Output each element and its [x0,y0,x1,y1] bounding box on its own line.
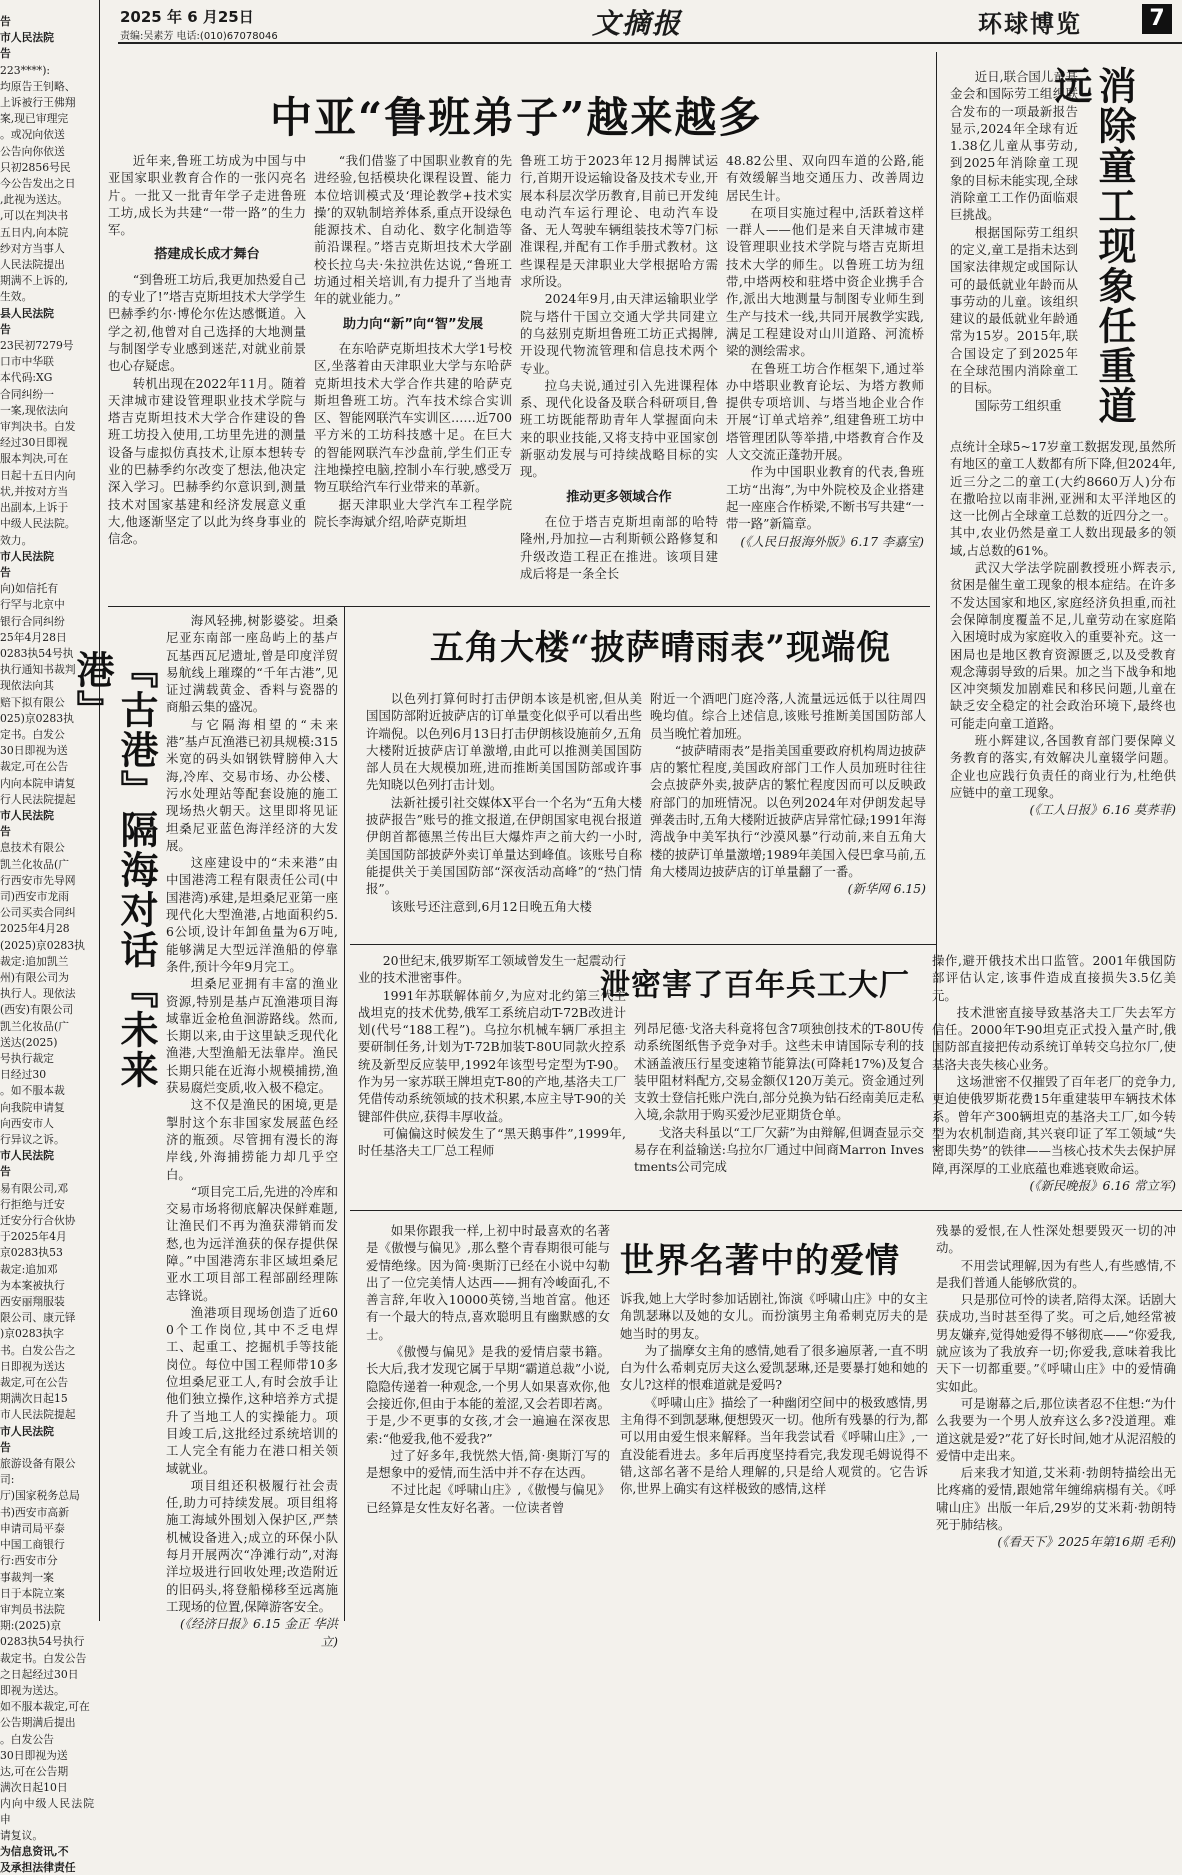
notice-line: 之日起经过30日 [0,1667,79,1681]
notice-line: 向我院申请复 [0,1100,65,1114]
notice-line: 口市中华联 [0,355,54,369]
court-notices-strip [0,14,94,1875]
paragraph: 法新社援引社交媒体X平台一个名为“五角大楼披萨报告”账号的推文报道,在伊朗国家电视台报道伊朗首都德黑兰传出巨大爆炸声之前大约一小时,美国国防部披萨外卖订单量达到峰值。该账号自称能提供关于美国国防部“深夜活动高峰”的“热门情报”。 [366,794,642,897]
notice-line: 中级人民法院。 [0,517,76,531]
notice-line: 行西安市先导网 [0,873,76,887]
notice-line: 行罕与北京中 [0,598,65,612]
notice-line: 本代码:XG [0,371,53,385]
notice-line: 限公司、康元铎 [0,1311,76,1325]
notice-line: 今公告发出之日 [0,177,76,191]
notice-line: 市人民法院 [0,1149,54,1163]
notice-line: 市人民法院 [0,31,54,45]
paragraph: 在项目实施过程中,活跃着这样一群人——他们是来自天津城市建设管理职业技术学院与塔吉克斯坦技术大学的师生。以鲁班工坊为纽带,中塔两校和驻塔中资企业携手合作,派出大地测量与制图专业师生到生产与技术一线,共同开展教学实践,满足工程建设对山川道路、河流桥梁的测绘需求。 [726,204,924,359]
article3-right-rule [344,606,345,1621]
article3-column-1 [166,612,338,1649]
notice-line: 及承担法律责任 [0,1861,76,1875]
paragraph: 操作,避开俄技术出口监管。2001年俄国防部评估认定,该事件造成直接损失3.5亿美元。 [932,953,1176,1003]
notice-line: 生效。 [0,290,33,304]
notice-line: 审判决书。白发 [0,420,76,434]
left-strip-divider [99,0,100,1621]
paragraph: 班小辉建议,各国教育部门要保障义务教育的落实,有效解决儿童辍学问题。企业也应践行负责任的商业行为,杜绝供应链中的童工现象。 [950,733,1176,800]
notice-line: 厅)国家税务总局 [0,1489,80,1503]
notice-line: 025)京0283执 [0,711,74,725]
paragraph: 1991年苏联解体前夕,为应对北约第三代主战坦克的技术优势,俄军工系统启动T-72B改进计划(代号“188工程”)。乌拉尔机械车辆厂承担主要研制任务,计划为T-72B加装T-80U同款火控系统及新型反应装甲,1992年该型号定型为T-90。作为另一家苏联王牌坦克T-80的产地,基洛夫工厂凭借传动系统领域的技术积累,本应主导T-90的关键部件供应,获得丰厚收益。 [358,987,626,1124]
paragraph: 可偏偏这时候发生了“黑天鹅事件”,1999年,时任基洛夫工厂总工程师 [358,1125,626,1159]
notice-line: 25年4月28日 [0,630,67,644]
notice-line: 赔下拟有限公 [0,695,65,709]
editor-info: 责编:吴素芳 电话:(010)67078046 [120,31,278,42]
paragraph: 这不仅是渔民的困境,更是掣肘这个东非国家发展蓝色经济的瓶颈。尽管拥有漫长的海岸线,外海捕捞能力却几乎空白。 [166,1097,338,1182]
notice-line: 于2025年4月 [0,1230,67,1244]
source-credit: (《新民晚报》6.16 常立军) [1029,1177,1176,1193]
article6-headline: 世界名著中的爱情 [620,1241,900,1281]
paragraph: 为了揣摩女主角的感情,她看了很多遍原著,一直不明白为什么希刺克厉夫这么爱凯瑟琳,还是要暴打她和她的女儿?这样的恨难道就是爱吗? [620,1342,928,1393]
paragraph: 根据国际劳工组织的定义,童工是指未达到国家法律规定或国际认可的最低就业年龄而从事劳动的儿童。该组织建议的最低就业年龄通常为15岁。2015年,联合国设定了到2025年在全球范围内消除童工的目标。 [950,224,1078,396]
notice-line: 州)有限公司为 [0,970,69,984]
article1-column-3 [520,152,718,602]
paragraph: 项目组还积极履行社会责任,助力可持续发展。项目组将施工海域外围划入保护区,严禁机械设备进入;成立的环保小队每月开展两次“净滩行动”,对海洋垃圾进行回收处理;改造附近的旧码头,将登船梯移至远离施工现场的位置,保障游客安全。 [166,1477,338,1614]
notice-line: 易有限公司,邓 [0,1181,69,1195]
source-credit: (《人民日报海外版》6.17 李嘉宝) [740,533,924,549]
paragraph: 2024年9月,由天津运输职业学院与塔什干国立交通大学共同建立的乌兹别克斯坦鲁班工坊正式揭牌,开设现代物流管理和信息技术两个专业。 [520,291,718,376]
notice-line: 告 [0,15,11,28]
paragraph: 20世纪末,俄罗斯军工领域曾发生一起震动行业的技术泄密事件。 [358,953,626,986]
paragraph: 残暴的爱恨,在人性深处想要毁灭一切的冲动。 [936,1223,1176,1256]
notice-line: 告 [0,47,11,61]
paragraph: “项目完工后,先进的冷库和交易市场将彻底解决保鲜难题,让渔民们不再为渔获滞销而发愁,也为远洋渔获的保存提供保障。”中国港湾东非区域坦桑尼亚水工项目部工程部副经理陈志锋说。 [166,1183,338,1303]
notice-line: 纱对方当事人 [0,241,65,255]
notice-line: ,此视为送达。 [0,193,69,207]
notice-line: 告 [0,565,11,579]
notice-line: 服本判决,可在 [0,452,69,466]
paragraph: 《傲慢与偏见》是我的爱情启蒙书籍。长大后,我才发现它属于早期“霸道总裁”小说,隐隐传递着一种观念,一个男人如果喜欢你,他会接近你,但由于本能的羞涩,又会若即若离。于是,少不更事的女孩,才会一遍遍在深夜思索:“他爱我,他不爱我?” [366,1344,610,1446]
paragraph: 近日,联合国儿童基金会和国际劳工组织联合发布的一项最新报告显示,2024年全球有近1.38亿儿童从事劳动,到2025年消除童工现象的目标未能实现,全球消除童工工作仍面临艰巨挑战。 [950,69,1078,223]
notice-line: 告 [0,1165,11,1179]
notice-line: 日经过30 [0,1068,47,1082]
article1-column-2 [314,152,512,602]
notice-line: 裁定:追加凯兰 [0,954,69,968]
paragraph: 拉乌夫说,通过引入先进课程体系、现代化设备及联合科研项目,鲁班工坊既能帮助青年人掌握面向未来的职业技能,又将支持中亚国家创新驱动发展与可持续战略目标的实现。 [520,377,718,480]
section-title: 环球博览 [978,10,1082,38]
masthead-rule [118,42,1182,44]
subheading: 搭建成长成才舞台 [154,247,260,263]
paragraph: 在鲁班工坊合作框架下,通过举办中塔职业教育论坛、为塔方教师提供专项培训、与塔当地企业合作开展“订单式培养”,组建鲁班工坊中塔管理团队等举措,中塔教育合作及人文交流正蓬勃开展。 [726,360,924,463]
notice-line: 告 [0,322,11,336]
notice-line: 为信息资讯,不 [0,1844,69,1858]
paper-name-logo: 文摘报 [592,7,683,40]
notice-line: 出副本,上诉于 [0,501,69,515]
notice-line: 裁定,可在公告 [0,760,69,774]
paragraph: 该账号还注意到,6月12日晚五角大楼 [390,898,592,914]
notice-line: 23民初7279号 [0,339,74,353]
notice-line: 行拒绝与迁安 [0,1197,65,1211]
notice-line: 满次日起10日 [0,1781,68,1795]
notice-line: 公告期满后提出 [0,1716,76,1730]
notice-line: 事裁判一案 [0,1570,54,1584]
subheading: 推动更多领域合作 [566,489,672,505]
paragraph: 点统计全球5~17岁童工数据发现,虽然所有地区的童工人数都有所下降,但2024年,近三分之二的童工(大约8660万人)分布在撒哈拉以南非洲,亚洲和太平洋地区的这一比例占全球童工总数的近四分之一。其中,农业仍然是童工人数出现最多的领域,占总数的61%。 [950,439,1176,558]
notice-line: 迁安分行合伙协 [0,1214,76,1228]
article4-column-2 [650,690,926,942]
paragraph: “我们借鉴了中国职业教育的先进经验,包括模块化课程设置、能力本位培训模式及‘理论教学+技术实操’的双轨制培养体系,重点开设绿色能源技术、自动化、数字化制造等前沿课程。”塔吉克斯坦技术大学副校长拉乌夫·朱拉洪佐达说,“鲁班工坊通过相关培训,有力提升了当地青年的就业能力。” [314,153,512,307]
notice-line: 裁定,可在公告 [0,1376,69,1390]
paragraph: 海风轻拂,树影婆娑。坦桑尼亚东南部一座岛屿上的基卢瓦基西瓦尼遗址,曾是印度洋贸易航线上璀璨的“千年古港”,见证过满载黄金、香料与瓷器的商船云集的盛况。 [166,613,338,715]
notice-line: 合同纠纷一 [0,387,54,401]
source-credit: (新华网 6.15) [847,881,926,897]
notice-line: 状,并按对方当 [0,484,69,498]
notice-line: 司: [0,1473,15,1487]
issue-date: 2025 年 6 月25日 [120,8,254,26]
notice-line: 五日内,向本院 [0,225,69,239]
notice-line: 日起十五日内向 [0,468,76,482]
notice-line: 日于本院立案 [0,1586,65,1600]
notice-line: 。或况向依送 [0,128,65,142]
paragraph: 作为中国职业教育的代表,鲁班工坊“出海”,为中外院校及企业搭建起一座座合作桥梁,不断书写共建“一带一路”新篇章。 [726,464,924,532]
notice-line: 定书。白发公 [0,727,65,741]
notice-line: 0283执54号执 [0,646,74,660]
notice-line: 市人民法院 [0,808,54,822]
article1-headline: 中亚“鲁班弟子”越来越多 [270,93,763,142]
notice-line: 2025年4月28 [0,922,70,936]
paragraph: 近年来,鲁班工坊成为中国与中亚国家职业教育合作的一张闪亮名片。一批又一批青年学子走进鲁班工坊,成长为共建“一带一路”的生力军。 [108,153,306,238]
notice-line: 期满不上诉的, [0,274,69,288]
notice-line: 凯兰化妆品(广 [0,857,69,871]
notice-line: 书。白发公告之 [0,1343,76,1357]
paragraph: “披萨晴雨表”是指美国重要政府机构周边披萨店的繁忙程度,美国政府部门工作人员加班时往往会点披萨外卖,披萨店的繁忙程度因而可以反映政府部门的加班情况。以色列2024年对伊朗发起导弹袭击时,五角大楼附近披萨店异常忙碌;1991年海湾战争中美军执行“沙漠风暴”行动前,来自五角大楼的披萨订单量激增;1989年美国入侵巴拿马前,五角大楼周边披萨店的订单量翻了一番。 [650,742,926,879]
notice-line: 裁定:追加邓 [0,1262,58,1276]
paragraph: 过了好多年,我恍然大悟,简·奥斯汀写的是想象中的爱情,而生活中并不存在达西。 [366,1447,610,1481]
article2-body [950,438,1176,938]
notice-line: 223****): [0,63,51,77]
notice-line: 经过30日即视 [0,436,68,450]
notice-line: 行人民法院提起 [0,792,76,806]
article1-column-1 [108,152,306,602]
notice-line: 30日即视为送 [0,744,68,758]
notice-line: 只初2856号民 [0,160,71,174]
notice-line: 日即视为送达 [0,1359,65,1373]
notice-line: 达,可在公告期 [0,1764,69,1778]
notice-line: 为本案被执行 [0,1278,65,1292]
notice-line: ,可以在判决书 [0,209,69,223]
notice-line: 执行人。现依法 [0,987,76,1001]
paragraph: 以色列打算何时打击伊朗本该是机密,但从美国国防部附近披萨店的订单量变化似乎可以看出些许端倪。以色列6月13日打击伊朗核设施前夕,五角大楼附近披萨店订单激增,由此可以推测美国国防部人员在大规模加班,进而推断美国国防部或许事先知晓以色列打击计划。 [366,691,642,793]
notice-line: 书)西安市高新 [0,1505,69,1519]
source-credit: (《看天下》2025年第16期 毛利) [997,1534,1176,1550]
paragraph: 如果你跟我一样,上初中时最喜欢的名著是《傲慢与偏见》,那么整个青春期很可能与爱情绝缘。因为简·奥斯汀已经在小说中勾勒出了一位完美情人达西——拥有冷峻面孔,不善言辞,年收入10000英镑,当地首富。他还有一个最大的特点,喜欢聪明且有幽默感的女士。 [366,1223,610,1342]
notice-line: 。如不服本裁 [0,1084,65,1098]
notice-line: 送达(2025) [0,1035,58,1049]
article5-column-3 [932,952,1176,1204]
notice-line: 告 [0,1440,11,1454]
paragraph: 附近一个酒吧门庭冷落,人流量远远低于以往周四晚均值。综合上述信息,该账号推断美国国防部人员当晚忙着加班。 [650,691,926,741]
notice-line: 裁定书。白发公告 [0,1651,87,1665]
notice-line: 效力。 [0,533,33,547]
notice-line: 如不服本裁定,可在 [0,1700,90,1714]
article1-column-4 [726,152,924,602]
notice-line: 0283执54号执行 [0,1635,85,1649]
notice-line: 30日即视为送 [0,1748,68,1762]
notice-line: 执行通知书裁判 [0,663,76,677]
paragraph: 技术泄密直接导致基洛夫工厂失去军方信任。2000年T-90坦克正式投入量产时,俄国防部直接把传动系统订单转交乌拉尔厂,使基洛夫丧失核心业务。 [932,1004,1176,1072]
paragraph: “到鲁班工坊后,我更加热爱自己的专业了!”塔吉克斯坦技术大学学生巴赫季约尔·博伦尔佐达感慨道。入学之初,他曾对自己选择的大地测量与制图学专业感到迷茫,对就业前景也心存疑虑。 [108,271,306,374]
notice-line: )京0283执字 [0,1327,65,1341]
notice-line: 市人民法院提起 [0,1408,76,1422]
notice-line: 公告向你依送 [0,144,65,158]
notice-line: 请复议。 [0,1828,44,1842]
notice-line: 审判员书法院 [0,1602,65,1616]
article2-headline: 消除童工现象任重道远 [1048,66,1137,426]
notice-line: 行:西安市分 [0,1554,58,1568]
subheading: 助力向“新”向“智”发展 [342,316,484,332]
notice-line: 即视为送达。 [0,1683,65,1697]
notice-line: 上诉被行王佛翔 [0,96,76,110]
notice-line: 告 [0,825,11,839]
paragraph: 可是谢幕之后,那位读者忍不住想:“为什么我要为一个男人放弃这么多?没道理。难道这就是爱?”花了好长时间,她才从泥沼般的爱情中走出来。 [936,1395,1176,1463]
notice-line: 县人民法院 [0,306,54,320]
paragraph: 这场泄密不仅摧毁了百年老厂的竞争力,更迫使俄罗斯花费15年重建装甲车辆技术体系。曾年产300辆坦克的基洛夫工厂,如今转型为农机制造商,其兴衰印证了军工领域“失密即失势”的铁律——当核心技术失去保护屏障,再深厚的工业底蕴也难逃衰败命运。 [932,1074,1176,1176]
article4-headline: 五角大楼“披萨晴雨表”现端倪 [430,628,892,668]
article4-bottom-rule [350,944,936,945]
notice-line: 银行合同纠纷 [0,614,65,628]
masthead [0,0,1182,44]
notice-line: 人民法院提出 [0,258,65,272]
paragraph: 《呼啸山庄》描绘了一种幽闭空间中的极致感情,男主角得不到凯瑟琳,便想毁灭一切。他所有残暴的行为,都可以用由爱生恨来解释。当年我尝试看《呼啸山庄》,一直没能看进去。多年后再度坚持看完,我发现毛姆说得不错,这部名著不是给人理解的,只是给人观赏的。它告诉你,世界上确实有这样极致的感情,这样 [620,1394,928,1497]
notice-line: 案,现已审理完 [0,112,69,126]
notice-line: 公司买卖合同纠 [0,906,76,920]
paragraph: 这座建设中的“未来港”由中国港湾工程有限责任公司(中国港湾)承建,是坦桑尼亚第一座现代化大型渔港,占地面积约5.6公顷,设计年卸鱼量为6万吨,能够满足大型远洋渔船的停靠条件,预计今年9月完工。 [166,855,338,974]
notice-line: 中国工商银行 [0,1538,65,1552]
notice-line: 申请司局平泰 [0,1521,65,1535]
notice-line: (西安)有限公司 [0,1003,74,1017]
notice-line: 号执行裁定 [0,1052,54,1065]
paragraph: 在位于塔吉克斯坦南部的哈特隆州,丹加拉—古利斯顿公路修复和升级改造工程正在推进。该项目建成后将是一条全长 [520,513,718,581]
notice-line: 均原告王钊略、 [0,79,76,93]
notice-line: 期满次日起15 [0,1392,68,1406]
paragraph: 在东哈萨克斯坦技术大学1号校区,坐落着由天津职业大学与东哈萨克斯坦技术大学合作共建的哈萨克斯坦鲁班工坊。汽车技术综合实训区、智能网联汽车实训区……近700平方米的工坊科技感十足。在巨大的智能网联汽车沙盘前,学生们正专注地操控电脑,控制小车行驶,感受万物互联给汽车行业带来的革新。 [314,340,512,495]
paragraph: 戈洛夫科虽以“工厂欠薪”为由辩解,但调查显示交易存在利益输送:乌拉尔厂通过中间商Marron Investments公司完成 [634,1124,924,1175]
notice-line: 向西安市人 [0,1116,54,1130]
article4-column-1 [366,690,642,942]
paragraph: 不用尝试理解,因为有些人,有些感情,不是我们普通人能够欣赏的。 [936,1257,1176,1290]
article5-column-1 [358,952,626,1202]
notice-line: 内向中级人民法院申 [0,1797,94,1826]
paragraph: 渔港项目现场创造了近600个工作岗位,其中不乏电焊工、起重工、挖掘机手等技能岗位。每位中国工程师带10多位坦桑尼亚工人,有时会放手让他们独立操作,这种培养方式提升了当地工人的实操能力。项目竣工后,这批经过系统培训的工人完全有能力在港口相关领域就业。 [166,1304,338,1476]
notice-line: 旅游设备有限公 [0,1457,76,1471]
paragraph: 列昂尼德·戈洛夫科竟将包含7项独创技术的T-80U传动系统图纸售予竞争对手。这些未申请国际专利的技术涵盖液压行星变速箱节能算法(可降耗17%)及复合装甲阻材料配方,交易金额仅120万美元。资金通过列支敦士登信托账户洗白,部分兑换为钻石经南美厄走私入境,余款用于购买爱沙尼亚期货仓单。 [634,1021,924,1123]
notice-line: 现依法向其 [0,679,54,693]
notice-line: 向)如信托有 [0,582,59,596]
notice-line: 期:(2025)京 [0,1619,62,1633]
notice-line: 市人民法院 [0,549,54,563]
notice-line: 西安丽翔服装 [0,1295,65,1309]
paragraph: 武汉大学法学院副教授班小辉表示,贫困是催生童工现象的根本症结。在许多不发达国家和地区,家庭经济负担重,而社会保障制度覆盖不足,儿童劳动在家庭陷入困境时成为家庭收入的重要补充。这一困局也是地区教育资源匮乏,以及受教育观念薄弱导致的后果。加之当下战争和地区冲突频发加剧难民和移民问题,儿童在缺乏安全稳定的社会政治环境下,最终也可能走向童工道路。 [950,560,1176,731]
paragraph: 据天津职业大学汽车工程学院院长李海斌介绍,哈萨克斯坦 [314,496,512,529]
article3-headline: 『古港』隔海对话『未来港』 [70,650,159,1090]
notice-line: 。白发公告 [0,1732,54,1746]
notice-line: 内向本院申请复 [0,776,76,790]
paragraph: 国际劳工组织重 [974,397,1062,413]
paragraph: 鲁班工坊于2023年12月揭牌试运行,首期开设运输设备及技术专业,开展本科层次学历教育,目前已开发纯电动汽车运行理论、电动汽车设备、无人驾驶车辆组装技术等7门标准课程,并配有工作手册式教材。这些课程是天津职业大学根据哈方需求所设。 [520,153,718,290]
notice-line: 京0283执53 [0,1246,63,1260]
page-number: 7 [1142,4,1172,34]
paragraph: 与它隔海相望的“未来港”基卢瓦渔港已初具规模:315米宽的码头如钢铁臂膀伸入大海,冷库、交易市场、办公楼、污水处理站等配套设施的施工现场热火朝天。这里即将见证坦桑尼亚蓝色海洋经济的大发展。 [166,716,338,853]
article5-bottom-rule [350,1210,1182,1211]
paragraph: 只是那位可怜的读者,陪得太深。话剧大获成功,当时甚至得了奖。可之后,她经常被男友嫌弃,觉得她爱得不够彻底——“你爱我,就应该为了我放弃一切;你爱我,意味着我比天下一切都重要。”《呼啸山庄》中的爱情确实如此。 [936,1292,1176,1394]
notice-line: (2025)京0283执 [0,938,85,952]
paragraph: 诉我,她上大学时参加话剧社,饰演《呼啸山庄》中的女主角凯瑟琳以及她的女儿。而扮演男主角希刺克厉夫的是她当时的男友。 [620,1291,928,1341]
article5-headline: 泄密害了百年兵工大厂 [600,968,910,1003]
paragraph: 转机出现在2022年11月。随着天津城市建设管理职业技术学院与塔吉克斯坦技术大学合作建设的鲁班工坊投入使用,工坊里先进的测量设备与虚拟仿真技术,让原本想转专业的巴赫季约尔改变了想法,他决定深入学习。巴赫季约尔意识到,测量技术对国家基建和经济发展意义重大,他逐渐坚定了以此为终身事业的信念。 [108,375,306,547]
paragraph: 48.82公里、双向四车道的公路,能有效缓解当地交通压力、改善周边居民生计。 [726,153,924,203]
notice-line: 行异议之诉。 [0,1133,65,1147]
article5-column-2 [634,1020,924,1200]
notice-line: 一案,现依法向 [0,403,69,417]
article1-bottom-rule [108,606,930,607]
notice-line: 息技术有限公 [0,841,65,855]
article2-intro [950,68,1078,438]
notice-line: 凯兰化妆品(广 [0,1019,69,1033]
source-credit: (《经济日报》6.15 金正 华洪立) [179,1616,338,1649]
article6-column-1 [366,1222,610,1621]
paragraph: 后来我才知道,艾米莉·勃朗特描绘出无比疼痛的爱情,跟她常年缠绵病榻有关。《呼啸山庄》出版一年后,29岁的艾米莉·勃朗特死于肺结核。 [936,1465,1176,1533]
article6-column-2 [620,1290,928,1621]
article6-column-3 [936,1222,1176,1621]
paragraph: 坦桑尼亚拥有丰富的渔业资源,特别是基卢瓦渔港项目海域靠近金枪鱼洄游路线。然而,长期以来,由于这里缺乏现代化渔港,大型渔船无法靠岸。渔民长期只能在近海小规模捕捞,渔获易腐烂变质,收入极不稳定。 [166,976,338,1096]
paragraph: 不过比起《呼啸山庄》,《傲慢与偏见》已经算是女性友好名著。一位读者曾 [366,1482,610,1515]
notice-line: 市人民法院 [0,1424,54,1438]
notice-line: 司)西安市龙雨 [0,889,69,903]
source-credit: (《工人日报》6.16 莫荞菲) [1029,802,1176,818]
